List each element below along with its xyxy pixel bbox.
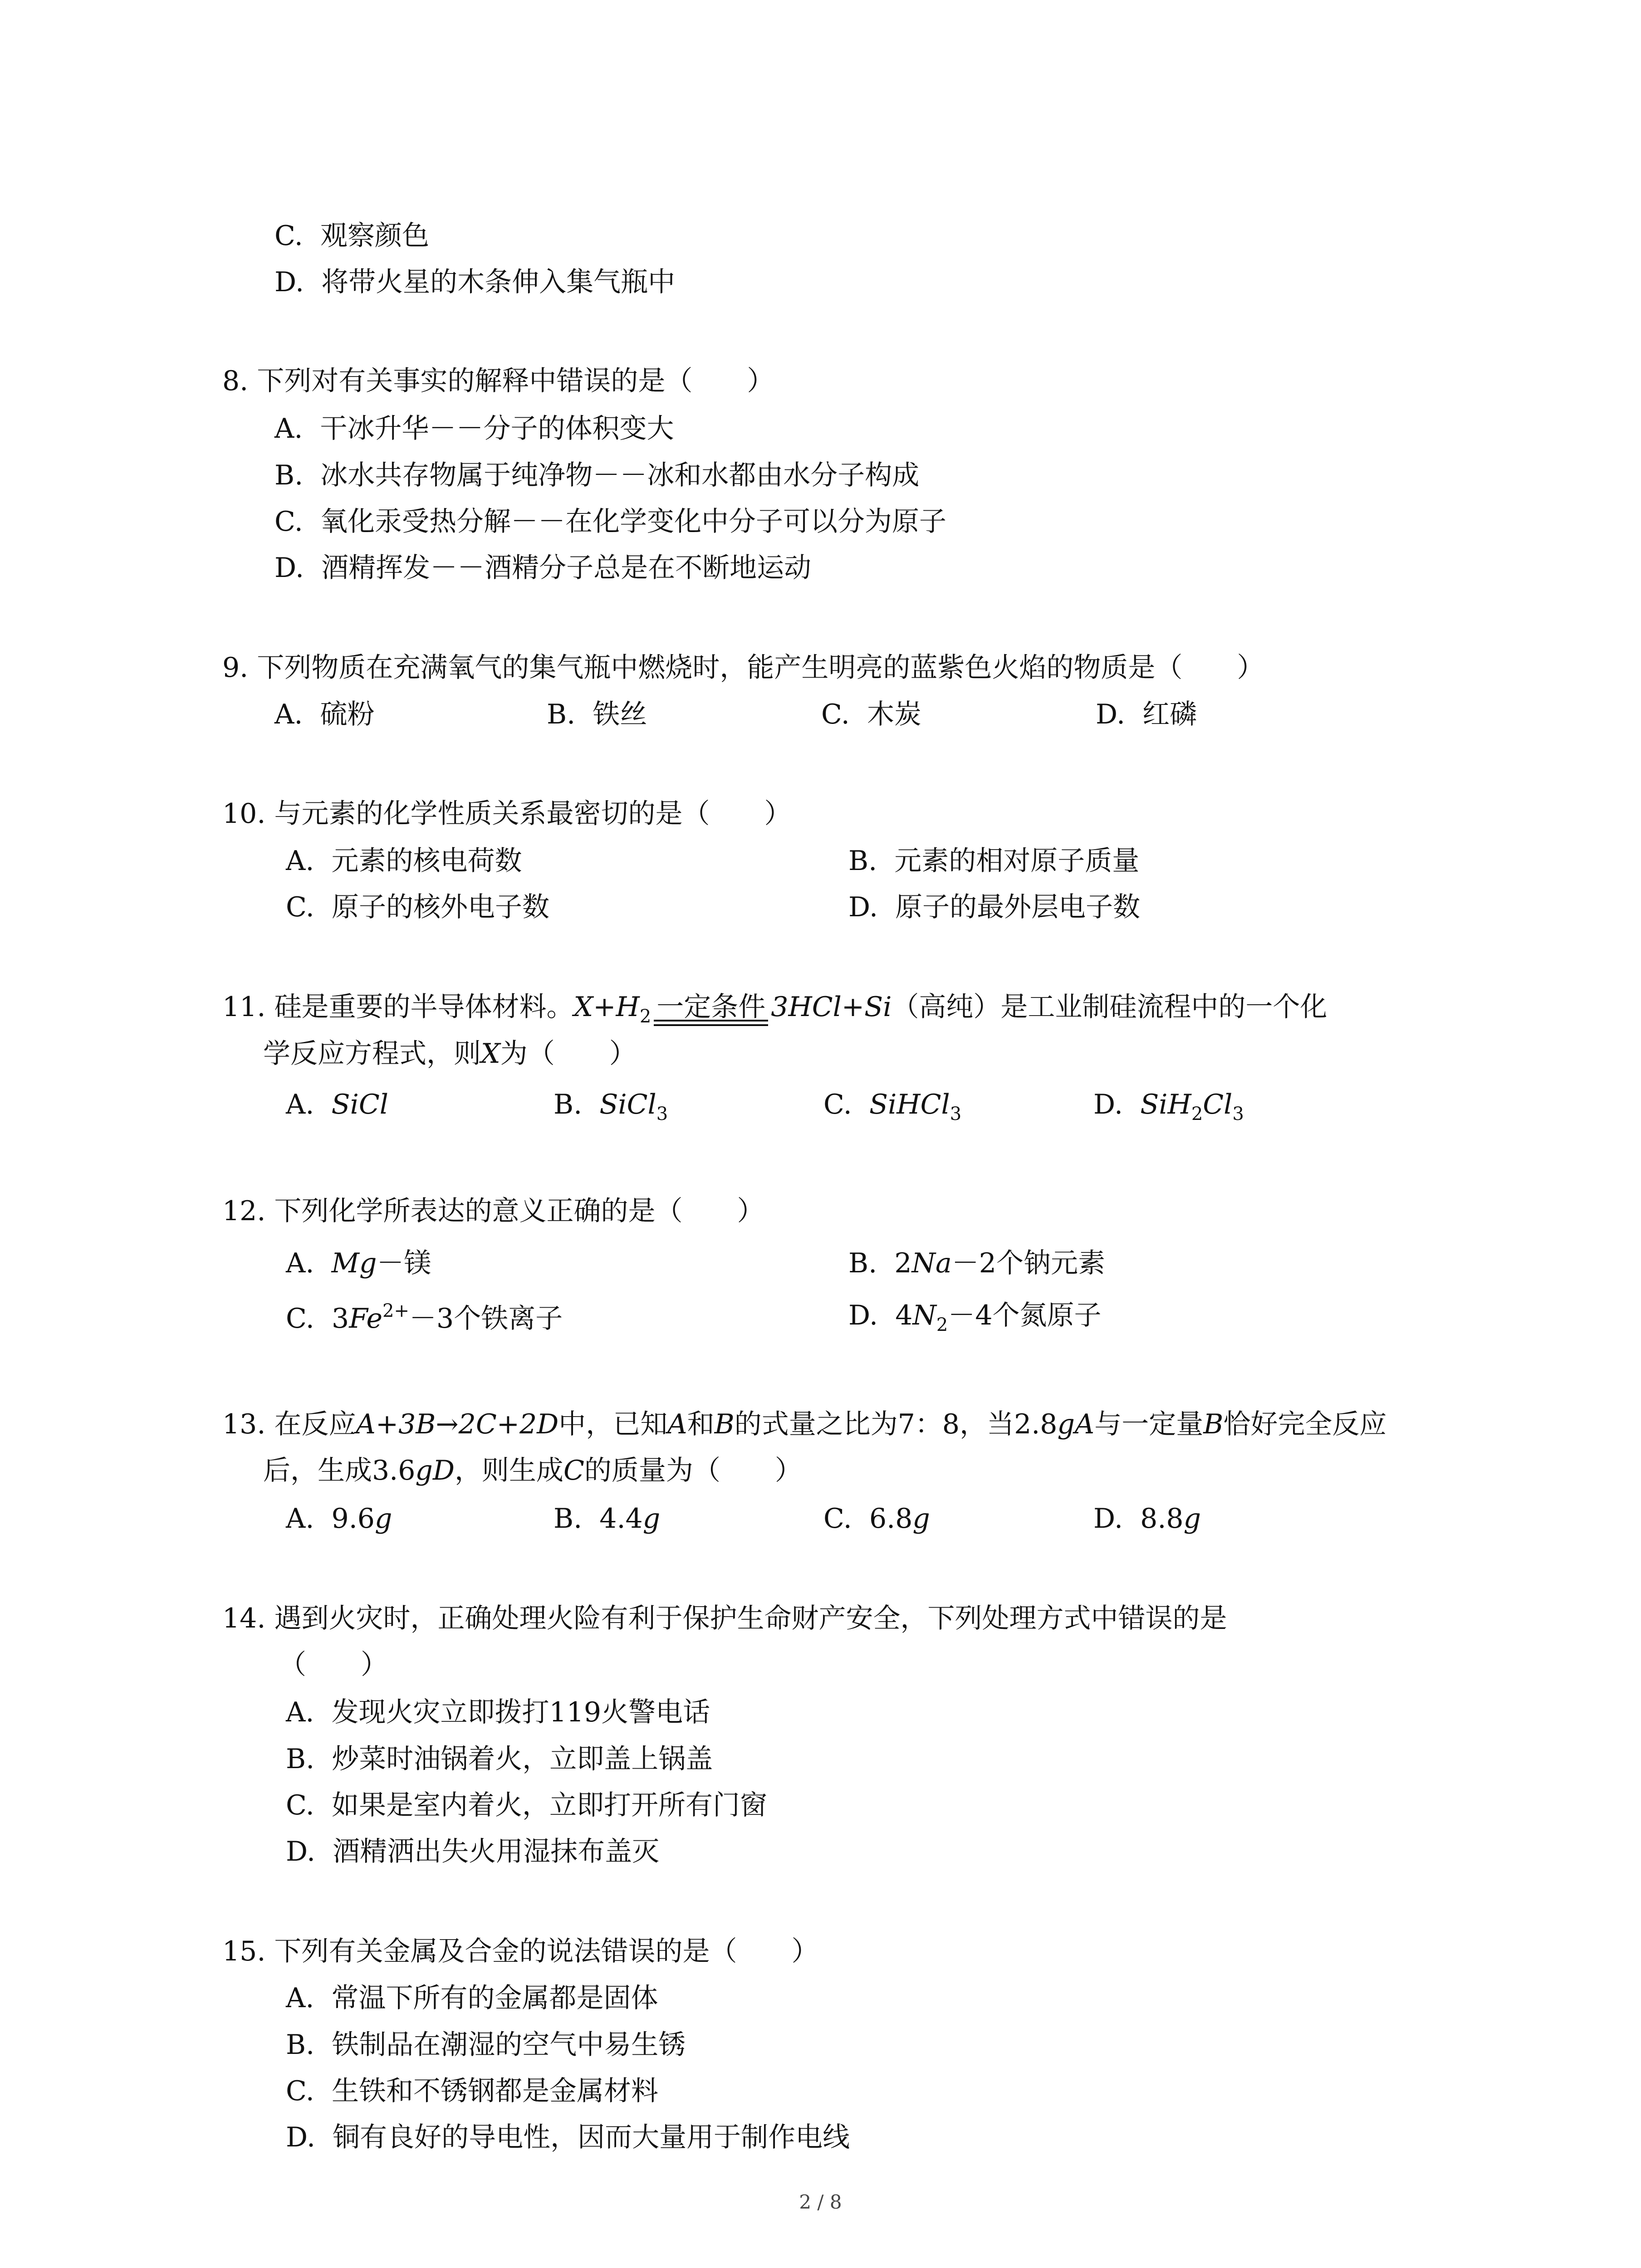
q11-option-d [1093,1091,1244,1123]
q12-option-a [286,1247,431,1279]
q13-text-5: 与一定量 [1094,1408,1204,1440]
q11-c-formula: SiHCl [869,1089,950,1120]
q12-d-text: －4个氮原子 [948,1300,1102,1331]
q12-option-b [848,1247,1105,1279]
q12-b-formula: Na [911,1247,952,1279]
q13-option-b [554,1503,661,1535]
q7-option-d: D. 将带火星的木条伸入集气瓶中 [274,266,676,298]
q11-d-sub-2: 3 [1232,1104,1244,1124]
q11-c-label: C. [823,1089,869,1120]
q11-option-a [286,1091,388,1118]
q15-stem: 15. 下列有关金属及合金的说法错误的是（ ） [222,1936,819,1967]
q11-b-label: B. [554,1089,600,1120]
q10-stem: 10. 与元素的化学性质关系最密切的是（ ） [222,798,792,830]
q13-c-unit: g [912,1503,930,1535]
q11-a-label: A. [286,1089,332,1120]
q12-a-formula: Mg [331,1247,377,1279]
q11-line2b: 为（ ） [500,1038,637,1070]
q11-a-formula: SiCl [331,1089,388,1120]
q11-d-sub-1: 2 [1191,1104,1203,1124]
q13-text-9: 的质量为（ ） [584,1455,802,1486]
q10-option-d: D. 原子的最外层电子数 [848,891,1141,923]
q13-b-unit: g [642,1503,661,1535]
q9-stem: 9. 下列物质在充满氧气的集气瓶中燃烧时，能产生明亮的蓝紫色火焰的物质是（ ） [222,652,1264,684]
q13-stem-line1 [222,1408,1387,1440]
q14-stem-paren: （ ） [279,1649,388,1681]
q15-option-b: B. 铁制品在潮湿的空气中易生锈 [286,2029,686,2061]
q13-d-value: D. 8.8 [1093,1503,1184,1535]
q11-eq-right: 3HCl+Si [771,991,892,1023]
q13-c-value: C. 6.8 [823,1503,913,1535]
q13-a-unit: g [374,1503,392,1535]
q13-text-4: 的式量之比为7：8，当2.8 [734,1408,1058,1440]
q12-c-coef: 3 [332,1303,349,1334]
q12-option-c [286,1302,563,1332]
q9-option-b: B. 铁丝 [547,699,647,730]
q12-c-formula: Fe [349,1303,383,1334]
q13-var-c: C [563,1455,584,1486]
q12-a-text: －镁 [377,1247,431,1279]
q11-c-sub: 3 [950,1104,962,1124]
q13-a-value: A. 9.6 [286,1503,375,1535]
q12-b-coef: 2 [894,1247,912,1279]
q12-c-charge: 2+ [382,1300,410,1321]
q12-d-sub: 2 [936,1315,948,1335]
q12-c-text: －3个铁离子 [409,1303,563,1334]
q14-option-a: A. 发现火灾立即拨打119火警电话 [286,1696,710,1728]
q15-option-d: D. 铜有良好的导电性，因而大量用于制作电线 [286,2121,850,2153]
q14-option-d: D. 酒精洒出失火用湿抹布盖灭 [286,1836,660,1867]
q11-stem-line2 [263,1038,637,1070]
q13-var-b: B [714,1408,735,1440]
q13-text-7: 后，生成3.6 [263,1455,416,1486]
q15-option-c: C. 生铁和不锈钢都是金属材料 [286,2075,658,2107]
q11-line2x: X [481,1038,500,1070]
q13-option-c [823,1503,930,1535]
q13-d-unit: g [1183,1503,1201,1535]
q12-d-formula: N [912,1300,936,1331]
q11-b-sub: 3 [656,1104,668,1124]
q14-option-b: B. 炒菜时油锅着火，立即盖上锅盖 [286,1743,713,1775]
q12-stem: 12. 下列化学所表达的意义正确的是（ ） [222,1195,764,1227]
q13-stem-line2 [263,1457,802,1484]
q11-stem-line1 [222,993,1327,1026]
q9-option-c: C. 木炭 [821,699,921,730]
q12-d-label: D. [848,1300,896,1331]
q12-a-label: A. [286,1247,332,1279]
q12-b-label: B. [848,1247,895,1279]
q12-option-d [848,1302,1102,1334]
page-number: 2 / 8 [799,2191,842,2213]
q13-option-a [286,1503,392,1535]
q13-var-b2: B [1203,1408,1224,1440]
q13-var-a: A [667,1408,687,1440]
q8-option-c: C. 氧化汞受热分解－－在化学变化中分子可以分为原子 [274,506,946,538]
q8-option-b: B. 冰水共存物属于纯净物－－冰和水都由水分子构成 [274,459,920,491]
q7-option-c: C. 观察颜色 [274,220,429,252]
q11-eq-left-sub: 2 [639,1006,652,1027]
q13-b-value: B. 4.4 [554,1503,643,1535]
q9-option-a: A. 硫粉 [274,699,375,730]
q13-equation: A+3B→2C+2D [356,1408,559,1440]
q11-stem-tail: （高纯）是工业制硅流程中的一个化 [892,991,1327,1023]
q10-option-b: B. 元素的相对原子质量 [848,845,1140,877]
q13-text-2: 中，已知 [558,1408,668,1440]
q11-condition: 一定条件 [654,993,768,1021]
q8-option-a: A. 干冰升华－－分子的体积变大 [274,413,674,445]
q13-text-3: 和 [687,1408,715,1440]
q12-d-coef: 4 [895,1300,913,1331]
q11-d-formula-1: SiH [1140,1089,1191,1120]
q12-b-text: －2个钠元素 [951,1247,1105,1279]
q10-option-a: A. 元素的核电荷数 [286,845,522,877]
q10-option-c: C. 原子的核外电子数 [286,891,549,923]
q11-d-label: D. [1093,1089,1141,1120]
q8-option-d: D. 酒精挥发－－酒精分子总是在不断地运动 [274,552,812,584]
q13-text-1: 13. 在反应 [222,1408,356,1440]
q13-text-8: ，则生成 [454,1455,563,1486]
q11-num: 11. 硅是重要的半导体材料。 [222,991,574,1023]
q11-b-formula: SiCl [599,1089,656,1120]
q13-unit-ga: gA [1057,1408,1095,1440]
q13-unit-gd: gD [415,1455,455,1486]
q8-stem: 8. 下列对有关事实的解释中错误的是（ ） [222,365,774,397]
q14-option-c: C. 如果是室内着火，立即打开所有门窗 [286,1789,767,1821]
q15-option-a: A. 常温下所有的金属都是固体 [286,1982,658,2014]
q11-line2a: 学反应方程式，则 [263,1038,481,1070]
q11-option-b [554,1091,668,1123]
q9-option-d: D. 红磷 [1096,699,1197,730]
q11-eq-left: X+H [573,991,640,1023]
q11-option-c [823,1091,961,1123]
q14-stem: 14. 遇到火灾时，正确处理火险有利于保护生命财产安全，下列处理方式中错误的是 [222,1603,1227,1634]
q11-d-formula-2: Cl [1203,1089,1233,1120]
q13-option-d [1093,1503,1201,1535]
q12-c-label: C. [286,1303,332,1334]
q13-text-6: 恰好完全反应 [1223,1408,1387,1440]
